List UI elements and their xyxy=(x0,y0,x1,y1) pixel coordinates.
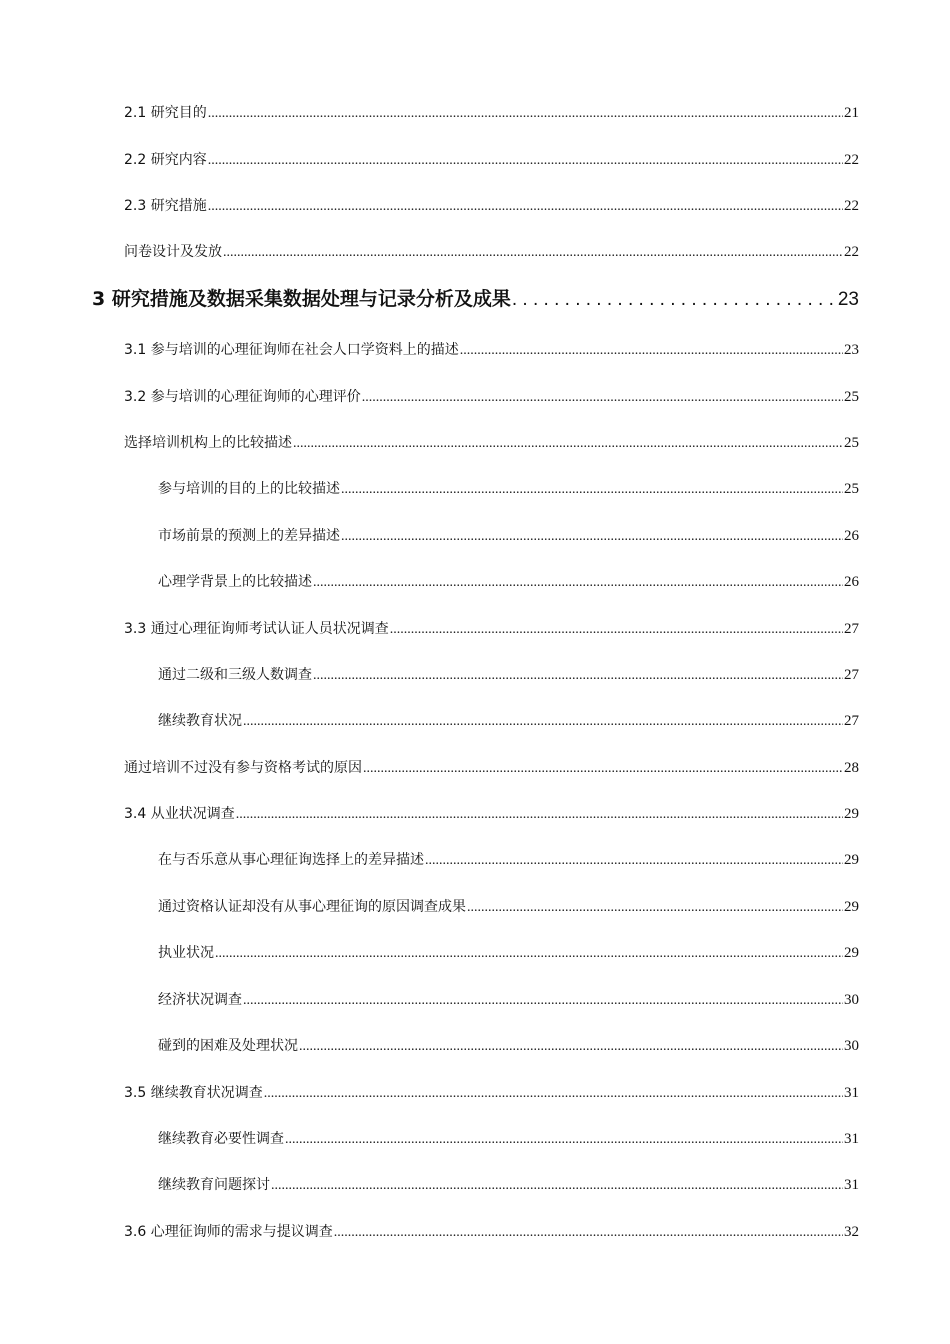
dot-leader xyxy=(299,1039,843,1055)
dot-leader xyxy=(243,714,843,730)
toc-entry-label: 3.3 通过心理征询师考试认证人员状况调查 xyxy=(124,621,389,637)
toc-subentry[interactable] xyxy=(158,896,859,916)
dot-leader xyxy=(223,245,843,261)
toc-entry[interactable] xyxy=(124,195,859,215)
toc-subentry[interactable] xyxy=(158,478,859,498)
toc-entry-page: 26 xyxy=(844,574,859,590)
dot-leader xyxy=(285,1132,843,1148)
toc-entry-label: 继续教育必要性调查 xyxy=(158,1131,284,1147)
dot-leader xyxy=(271,1178,843,1194)
toc-entry-page: 31 xyxy=(844,1177,859,1193)
toc-subentry[interactable] xyxy=(158,571,859,591)
dot-leader xyxy=(362,390,843,406)
toc-entry-page: 23 xyxy=(837,289,859,310)
toc-entry[interactable] xyxy=(124,803,859,823)
toc-entry-page: 31 xyxy=(844,1085,859,1101)
toc-subentry[interactable] xyxy=(158,1174,859,1194)
dot-leader xyxy=(208,199,843,215)
toc-entry-page: 27 xyxy=(844,621,859,637)
dot-leader xyxy=(425,853,843,869)
toc-entry-page: 30 xyxy=(844,992,859,1008)
toc-entry[interactable] xyxy=(124,102,859,122)
toc-chapter-entry[interactable] xyxy=(92,284,859,311)
dot-leader xyxy=(341,529,843,545)
dot-leader xyxy=(512,289,837,311)
toc-entry-label: 心理学背景上的比较描述 xyxy=(158,574,312,590)
toc-entry[interactable] xyxy=(124,1082,859,1102)
dot-leader xyxy=(341,482,843,498)
toc-entry-label: 通过二级和三级人数调查 xyxy=(158,667,312,683)
toc-entry-label: 通过培训不过没有参与资格考试的原因 xyxy=(124,760,362,776)
toc-entry-page: 22 xyxy=(844,152,859,168)
dot-leader xyxy=(313,575,843,591)
toc-entry-page: 25 xyxy=(844,389,859,405)
dot-leader xyxy=(313,668,843,684)
toc-entry-page: 31 xyxy=(844,1131,859,1147)
toc-entry-page: 21 xyxy=(844,105,859,121)
toc-entry-label: 碰到的困难及处理状况 xyxy=(158,1038,298,1054)
toc-entry-label: 3 研究措施及数据采集数据处理与记录分析及成果 xyxy=(92,288,511,310)
toc-entry-label: 参与培训的目的上的比较描述 xyxy=(158,481,340,497)
toc-entry-label: 3.1 参与培训的心理征询师在社会人口学资料上的描述 xyxy=(124,342,459,358)
toc-entry-label: 继续教育状况 xyxy=(158,713,242,729)
toc-entry-label: 市场前景的预测上的差异描述 xyxy=(158,528,340,544)
toc-entry-page: 29 xyxy=(844,899,859,915)
dot-leader xyxy=(208,153,843,169)
toc-entry-label: 通过资格认证却没有从事心理征询的原因调查成果 xyxy=(158,899,466,915)
toc-entry[interactable] xyxy=(124,757,859,777)
toc-subentry[interactable] xyxy=(158,942,859,962)
dot-leader xyxy=(467,900,843,916)
toc-entry-label: 2.2 研究内容 xyxy=(124,152,207,168)
dot-leader xyxy=(363,761,843,777)
toc-entry[interactable] xyxy=(124,241,859,261)
toc-subentry[interactable] xyxy=(158,710,859,730)
toc-entry-label: 2.3 研究措施 xyxy=(124,198,207,214)
toc-entry-page: 29 xyxy=(844,806,859,822)
toc-entry-label: 继续教育问题探讨 xyxy=(158,1177,270,1193)
dot-leader xyxy=(390,622,843,638)
toc-entry-label: 2.1 研究目的 xyxy=(124,105,207,121)
toc-entry-page: 30 xyxy=(844,1038,859,1054)
dot-leader xyxy=(215,946,843,962)
toc-entry[interactable] xyxy=(124,339,859,359)
toc-entry-page: 22 xyxy=(844,244,859,260)
toc-entry[interactable] xyxy=(124,1221,859,1241)
toc-subentry[interactable] xyxy=(158,1035,859,1055)
toc-entry-page: 25 xyxy=(844,481,859,497)
toc-subentry[interactable] xyxy=(158,989,859,1009)
toc-entry-page: 23 xyxy=(844,342,859,358)
toc-entry-page: 32 xyxy=(844,1224,859,1240)
toc-entry-label: 3.5 继续教育状况调查 xyxy=(124,1085,263,1101)
toc-entry-label: 问卷设计及发放 xyxy=(124,244,222,260)
toc-entry[interactable] xyxy=(124,618,859,638)
toc-entry-page: 26 xyxy=(844,528,859,544)
toc-entry-page: 27 xyxy=(844,667,859,683)
dot-leader xyxy=(243,993,843,1009)
toc-entry-label: 选择培训机构上的比较描述 xyxy=(124,435,292,451)
dot-leader xyxy=(293,436,843,452)
toc-subentry[interactable] xyxy=(158,664,859,684)
toc-entry-label: 3.2 参与培训的心理征询师的心理评价 xyxy=(124,389,361,405)
toc-entry-page: 28 xyxy=(844,760,859,776)
toc-entry-page: 29 xyxy=(844,945,859,961)
toc-entry-label: 经济状况调查 xyxy=(158,992,242,1008)
toc-entry-label: 3.6 心理征询师的需求与提议调查 xyxy=(124,1224,333,1240)
toc-entry-page: 22 xyxy=(844,198,859,214)
toc-entry-label: 在与否乐意从事心理征询选择上的差异描述 xyxy=(158,852,424,868)
toc-entry-label: 3.4 从业状况调查 xyxy=(124,806,235,822)
toc-entry-label: 执业状况 xyxy=(158,945,214,961)
toc-subentry[interactable] xyxy=(158,849,859,869)
dot-leader xyxy=(334,1225,843,1241)
toc-subentry[interactable] xyxy=(158,1128,859,1148)
dot-leader xyxy=(208,106,843,122)
dot-leader xyxy=(264,1086,843,1102)
toc-entry-page: 29 xyxy=(844,852,859,868)
toc-subentry[interactable] xyxy=(158,525,859,545)
toc-entry[interactable] xyxy=(124,432,859,452)
toc-entry-page: 27 xyxy=(844,713,859,729)
toc-entry[interactable] xyxy=(124,149,859,169)
toc-entry-page: 25 xyxy=(844,435,859,451)
toc-entry[interactable] xyxy=(124,386,859,406)
dot-leader xyxy=(460,343,843,359)
dot-leader xyxy=(236,807,843,823)
